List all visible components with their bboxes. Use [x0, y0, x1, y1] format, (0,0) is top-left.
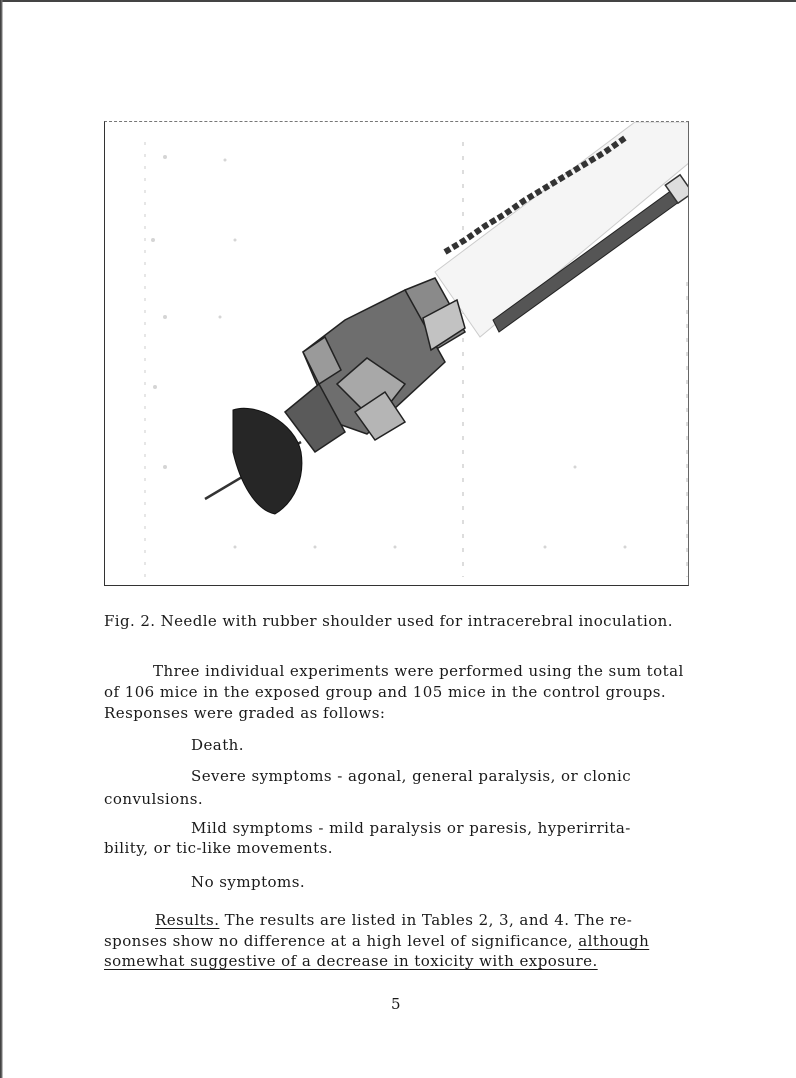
page-left-edge [0, 0, 3, 1078]
results-line-2-underlined: although [578, 932, 650, 950]
figure-photo-needle [104, 121, 689, 586]
results-heading: Results. [155, 911, 220, 929]
results-line-2-text: sponses show no difference at a high level of significance, [104, 932, 579, 950]
results-line-3 [104, 951, 598, 971]
intro-line-3: Responses were graded as follows: [104, 704, 386, 722]
intro-line-1: Three individual experiments were performed using the sum total [153, 662, 684, 680]
grade-none: No symptoms. [191, 873, 306, 891]
grade-mild-line-2: bility, or tic-like movements. [104, 839, 333, 857]
grade-death: Death. [191, 736, 245, 754]
results-line-2 [104, 931, 649, 951]
grade-severe-line-2: convulsions. [104, 790, 204, 808]
grade-mild-line-1: Mild symptoms - mild paralysis or paresis, hyperirrita- [191, 819, 631, 837]
page-top-edge [0, 0, 796, 2]
grade-severe-line-1: Severe symptoms - agonal, general paralysis, or clonic [191, 767, 632, 785]
results-line-1 [155, 910, 632, 930]
needle-illustration [105, 122, 689, 586]
intro-line-2: of 106 mice in the exposed group and 105 mice in the control groups. [104, 683, 667, 701]
results-line-1-text: The results are listed in Tables 2, 3, and 4. The re- [219, 911, 633, 929]
figure-caption: Fig. 2. Needle with rubber shoulder used for intracerebral inoculation. [104, 612, 673, 630]
page-number: 5 [391, 995, 401, 1013]
results-line-3-underlined: somewhat suggestive of a decrease in toxicity with exposure. [104, 952, 598, 970]
